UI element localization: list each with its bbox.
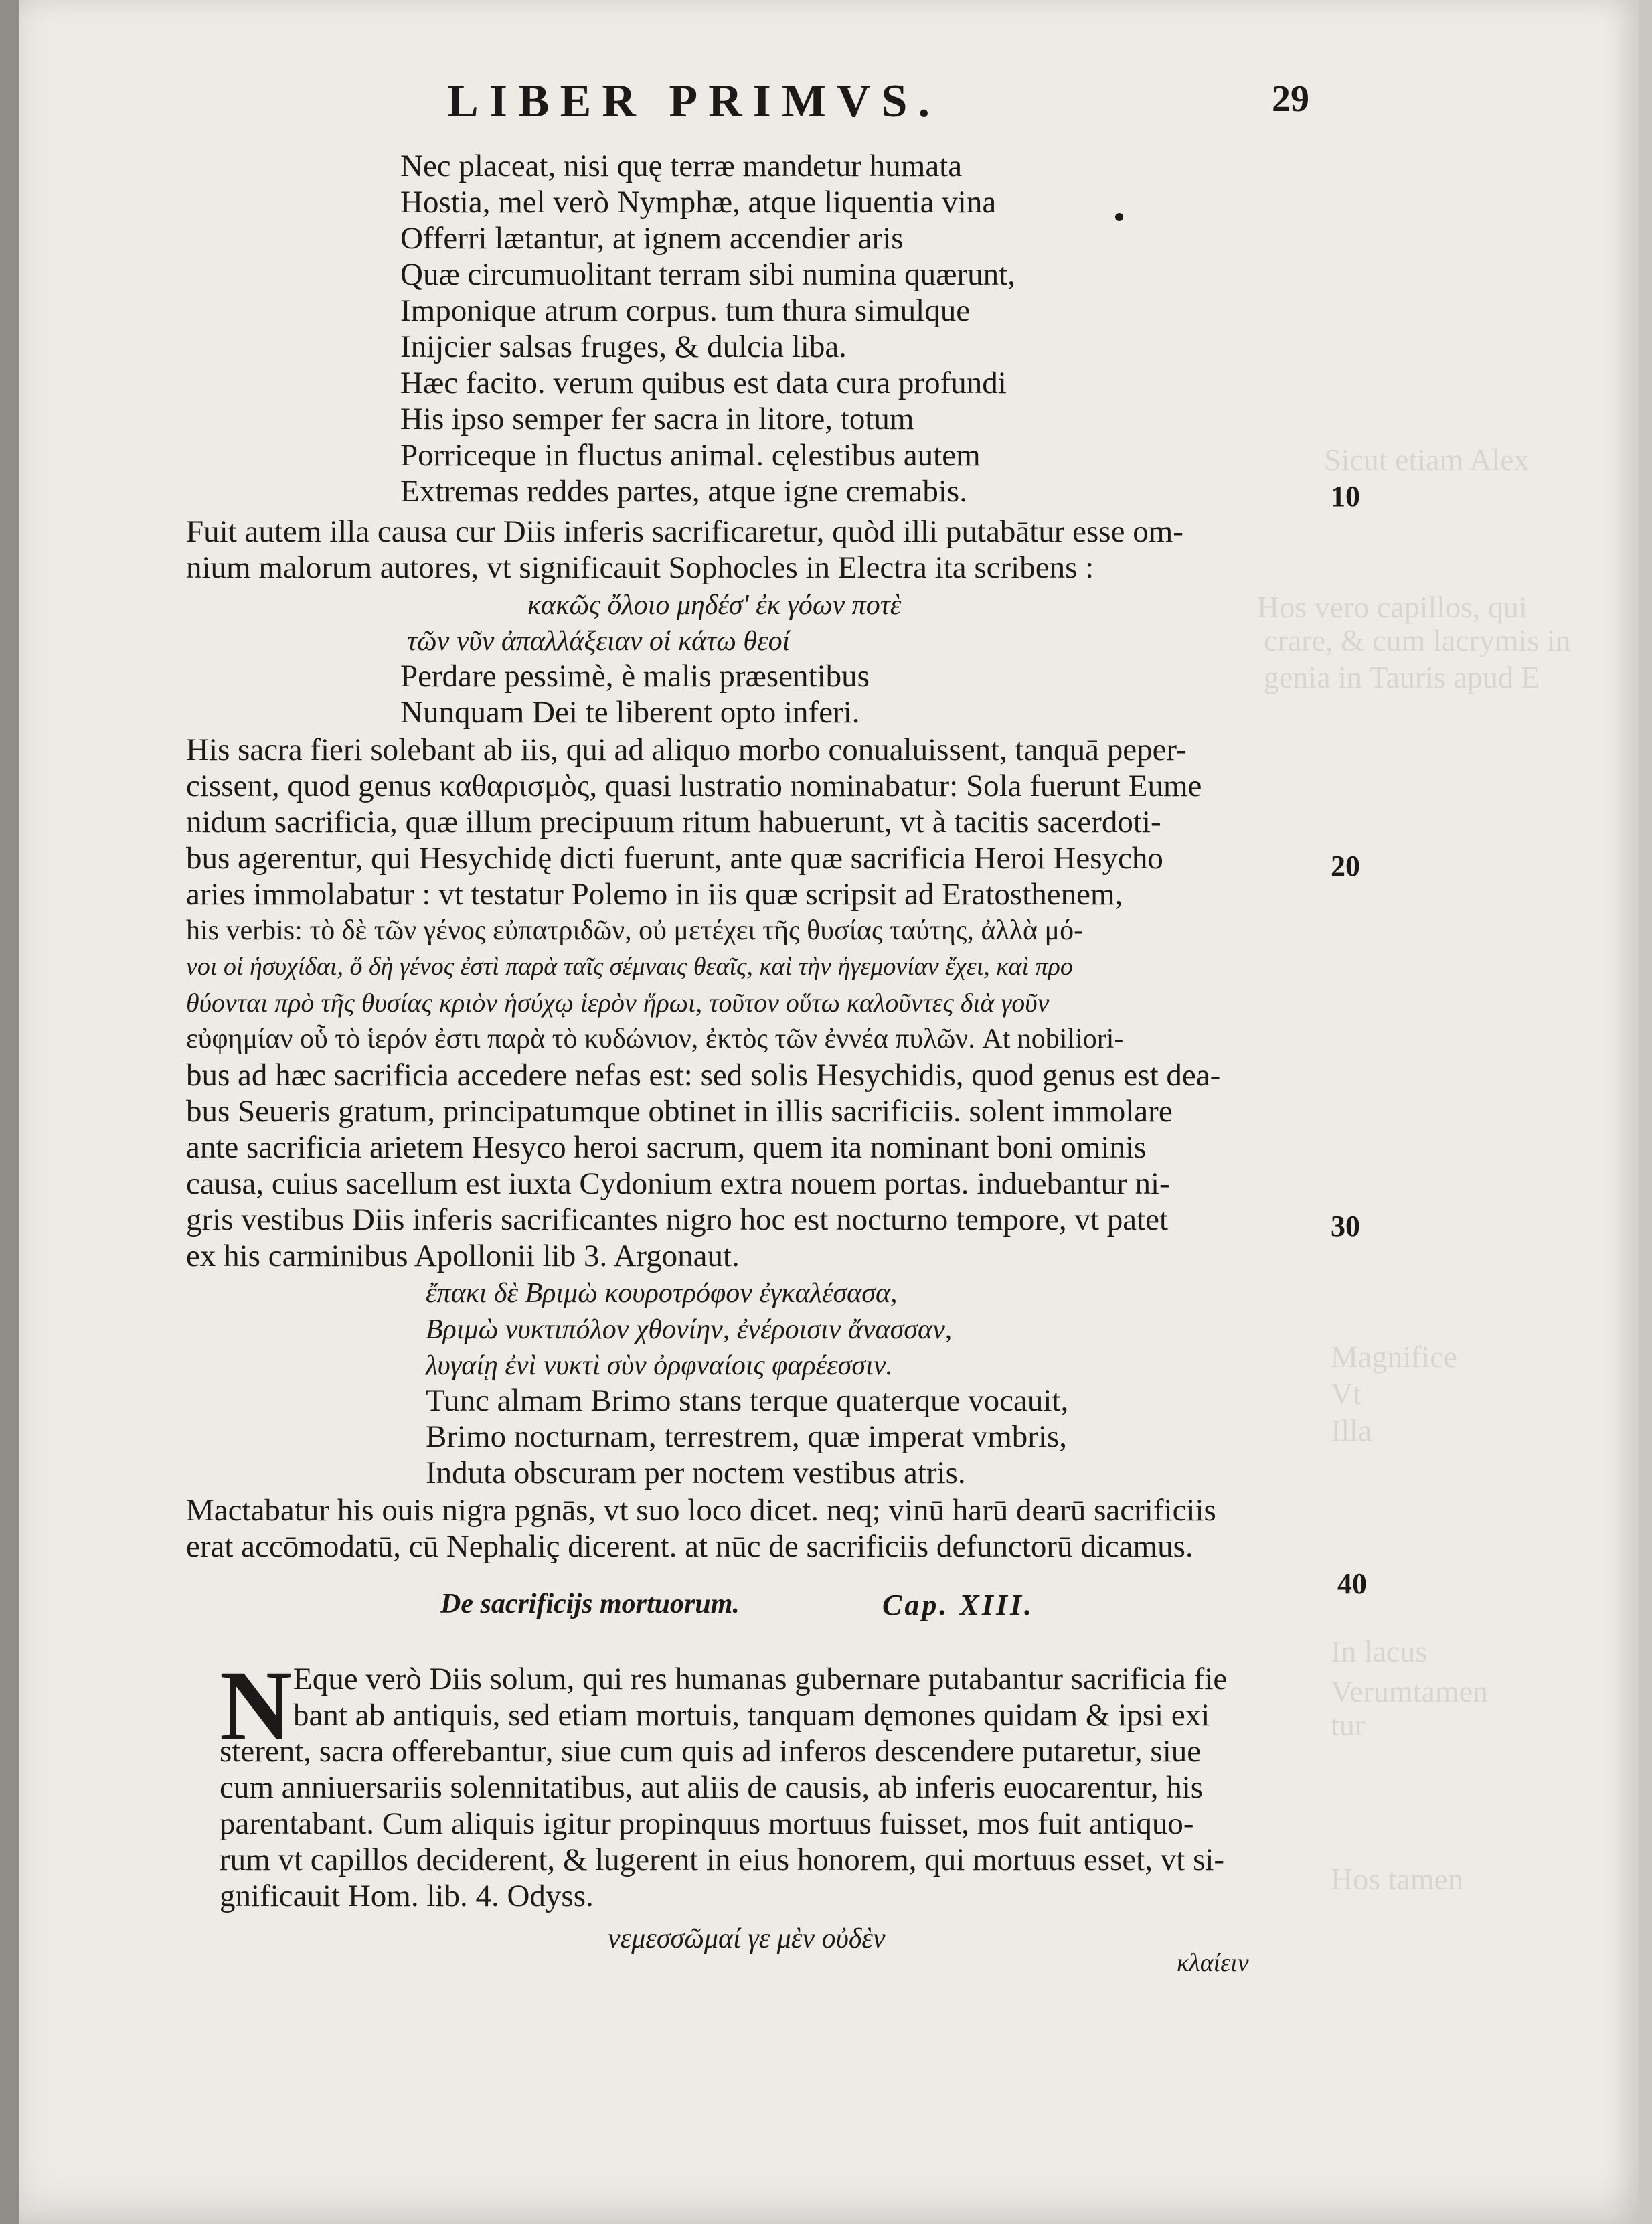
verse-line: Quæ circumuolitant terram sibi numina quærunt, xyxy=(400,257,1015,292)
prose-line: bus agerentur, qui Hesychidę dicti fuerunt, ante quæ sacrificia Heroi Hesycho xyxy=(186,841,1163,876)
bleed-through-text: Vt xyxy=(1331,1376,1361,1411)
catchword: κλαίειν xyxy=(1177,1949,1249,1977)
prose-line: his verbis: τὸ δὲ τῶν γένος εὐπατριδῶν, οὐ μετέχει τῆς θυσίας ταύτης, ἀλλὰ μό- xyxy=(186,915,1084,946)
greek-verse-line: Βριμὼ νυκτιπόλον χθονίην, ἐνέροισιν ἄνασσαν, xyxy=(426,1314,953,1345)
bleed-through-text: Magnifice xyxy=(1331,1340,1458,1374)
bleed-through-text: tur xyxy=(1331,1708,1366,1742)
prose-line: causa, cuius sacellum est iuxta Cydonium extra nouem portas. induebantur ni- xyxy=(186,1166,1170,1201)
bleed-through-text: crare, & cum lacrymis in xyxy=(1264,623,1571,657)
chapter-title: De sacrificijs mortuorum. xyxy=(440,1589,740,1619)
prose-line: bus ad hæc sacrificia accedere nefas est: sed solis Hesychidis, quod genus est dea- xyxy=(186,1058,1221,1093)
prose-line: cum anniuersariis solennitatibus, aut aliis de causis, ab inferis euocarentur, his xyxy=(220,1770,1204,1805)
greek-verse-line: νεμεσσῶμαί γε μὲν οὐδὲν xyxy=(608,1923,886,1954)
bleed-through-text: Sicut etiam Alex xyxy=(1324,443,1530,477)
prose-line: nium malorum autores, vt significauit Sophocles in Electra ita scribens : xyxy=(186,550,1094,585)
verse-line: Hostia, mel verò Nymphæ, atque liquentia vina xyxy=(400,185,997,220)
verse-line: Tunc almam Brimo stans terque quaterque vocauit, xyxy=(426,1383,1069,1418)
greek-verse-line: τῶν νῦν ἀπαλλάξειαν οἱ κάτω θεοί xyxy=(407,626,791,657)
prose-line: εὐφημίαν οὗ τὸ ἱερόν ἐστι παρὰ τὸ κυδώνιον, ἐκτὸς τῶν ἐννέα πυλῶν. At nobiliori- xyxy=(186,1024,1124,1054)
prose-line: bus Seueris gratum, principatumque obtinet in illis sacrificiis. solent immolare xyxy=(186,1094,1173,1129)
page-edge-shadow xyxy=(0,0,19,2224)
page-number: 29 xyxy=(1272,78,1309,120)
prose-line: Fuit autem illa causa cur Diis inferis sacrificaretur, quòd illi putabātur esse om- xyxy=(186,514,1183,549)
greek-verse-line: λυγαίῃ ἐνὶ νυκτὶ σὺν ὀρφναίοις φαρέεσσιν. xyxy=(426,1350,893,1381)
greek-prose-line: νοι οἱ ἡσυχίδαι, ὅ δὴ γένος ἐστὶ παρὰ ταῖς σέμναις θεαῖς, καὶ τὴν ἡγεμονίαν ἔχει, καὶ προ xyxy=(186,953,1073,981)
prose-line: His sacra fieri solebant ab iis, qui ad aliquo morbo conualuissent, tanquā peper- xyxy=(186,732,1187,767)
prose-line: Mactabatur his ouis nigra pgnās, vt suo loco dicet. neq; vinū harū dearū sacrificiis xyxy=(186,1493,1216,1528)
bleed-through-text: Hos tamen xyxy=(1331,1862,1464,1896)
bleed-through-text: Verumtamen xyxy=(1331,1674,1489,1709)
chapter-number: Cap. XIII. xyxy=(882,1589,1035,1621)
running-title: LIBER PRIMVS. xyxy=(447,76,940,127)
greek-verse-line: ἔπακι δὲ Βριμὼ κουροτρόφον ἐγκαλέσασα, xyxy=(426,1278,898,1309)
verse-line: His ipso semper fer sacra in litore, totum xyxy=(400,402,914,436)
verse-line: Porriceque in fluctus animal. cęlestibus autem xyxy=(400,438,981,473)
prose-line: aries immolabatur : vt testatur Polemo in iis quæ scripsit ad Eratosthenem, xyxy=(186,877,1123,912)
prose-line: cissent, quod genus καθαρισμὸς, quasi lustratio nominabatur: Sola fuerunt Eume xyxy=(186,769,1202,803)
verse-line: Offerri lætantur, at ignem accendier aris xyxy=(400,221,904,256)
verse-line: Nec placeat, nisi quę terræ mandetur humata xyxy=(400,149,963,183)
prose-line: erat accōmodatū, cū Nephaliç dicerent. at nūc de sacrificiis defunctorū dicamus. xyxy=(186,1529,1193,1564)
ink-dot xyxy=(1115,213,1123,221)
verse-line: Induta obscuram per noctem vestibus atris. xyxy=(426,1455,966,1490)
verse-line: Nunquam Dei te liberent opto inferi. xyxy=(400,695,860,730)
greek-verse-line: κακῶς ὄλοιο μηδέσ' ἐκ γόων ποτὲ xyxy=(527,590,902,621)
verse-line: Imponique atrum corpus. tum thura simulque xyxy=(400,293,971,328)
bleed-through-text: In lacus xyxy=(1331,1634,1428,1668)
drop-cap-initial: N xyxy=(220,1650,293,1761)
verse-line: Perdare pessimè, è malis præsentibus xyxy=(400,659,870,694)
prose-line: sterent, sacra offerebantur, siue cum quis ad inferos descendere putaretur, siue xyxy=(220,1734,1202,1769)
margin-line-number: 10 xyxy=(1331,480,1360,513)
greek-prose-line: θύονται πρὸ τῆς θυσίας κριὸν ἡσύχῳ ἱερὸν ἥρωι, τοῦτον οὕτω καλοῦντες διὰ γοῦν xyxy=(186,987,1050,1018)
margin-line-number: 30 xyxy=(1331,1210,1360,1243)
margin-line-number: 20 xyxy=(1331,850,1360,882)
prose-line: rum vt capillos deciderent, & lugerent in eius honorem, qui mortuus esset, vt si- xyxy=(220,1842,1225,1877)
book-page xyxy=(19,0,1639,2224)
prose-line: gris vestibus Diis inferis sacrificantes nigro hoc est nocturno tempore, vt patet xyxy=(186,1202,1169,1237)
bleed-through-text: genia in Tauris apud E xyxy=(1264,660,1540,694)
prose-line: parentabant. Cum aliquis igitur propinquus mortuus fuisset, mos fuit antiquo- xyxy=(220,1806,1194,1841)
bleed-through-text: Illa xyxy=(1331,1413,1372,1447)
prose-line: ex his carminibus Apollonii lib 3. Argonaut. xyxy=(186,1239,740,1273)
prose-line: ante sacrificia arietem Hesyco heroi sacrum, quem ita nominant boni ominis xyxy=(186,1130,1147,1165)
verse-line: Inijcier salsas fruges, & dulcia liba. xyxy=(400,329,847,364)
prose-line: Eque verò Diis solum, qui res humanas gubernare putabantur sacrificia fie xyxy=(293,1662,1228,1696)
verse-line: Extremas reddes partes, atque igne cremabis. xyxy=(400,474,967,509)
bleed-through-text: Hos vero capillos, qui xyxy=(1257,590,1527,624)
prose-line: bant ab antiquis, sed etiam mortuis, tanquam dęmones quidam & ipsi exi xyxy=(293,1698,1210,1733)
verse-line: Hæc facito. verum quibus est data cura profundi xyxy=(400,366,1007,400)
prose-line: nidum sacrificia, quæ illum precipuum ritum habuerunt, vt à tacitis sacerdoti- xyxy=(186,805,1161,840)
prose-line: gnificauit Hom. lib. 4. Odyss. xyxy=(220,1879,594,1913)
verse-line: Brimo nocturnam, terrestrem, quæ imperat vmbris, xyxy=(426,1419,1068,1454)
margin-line-number: 40 xyxy=(1337,1567,1367,1600)
